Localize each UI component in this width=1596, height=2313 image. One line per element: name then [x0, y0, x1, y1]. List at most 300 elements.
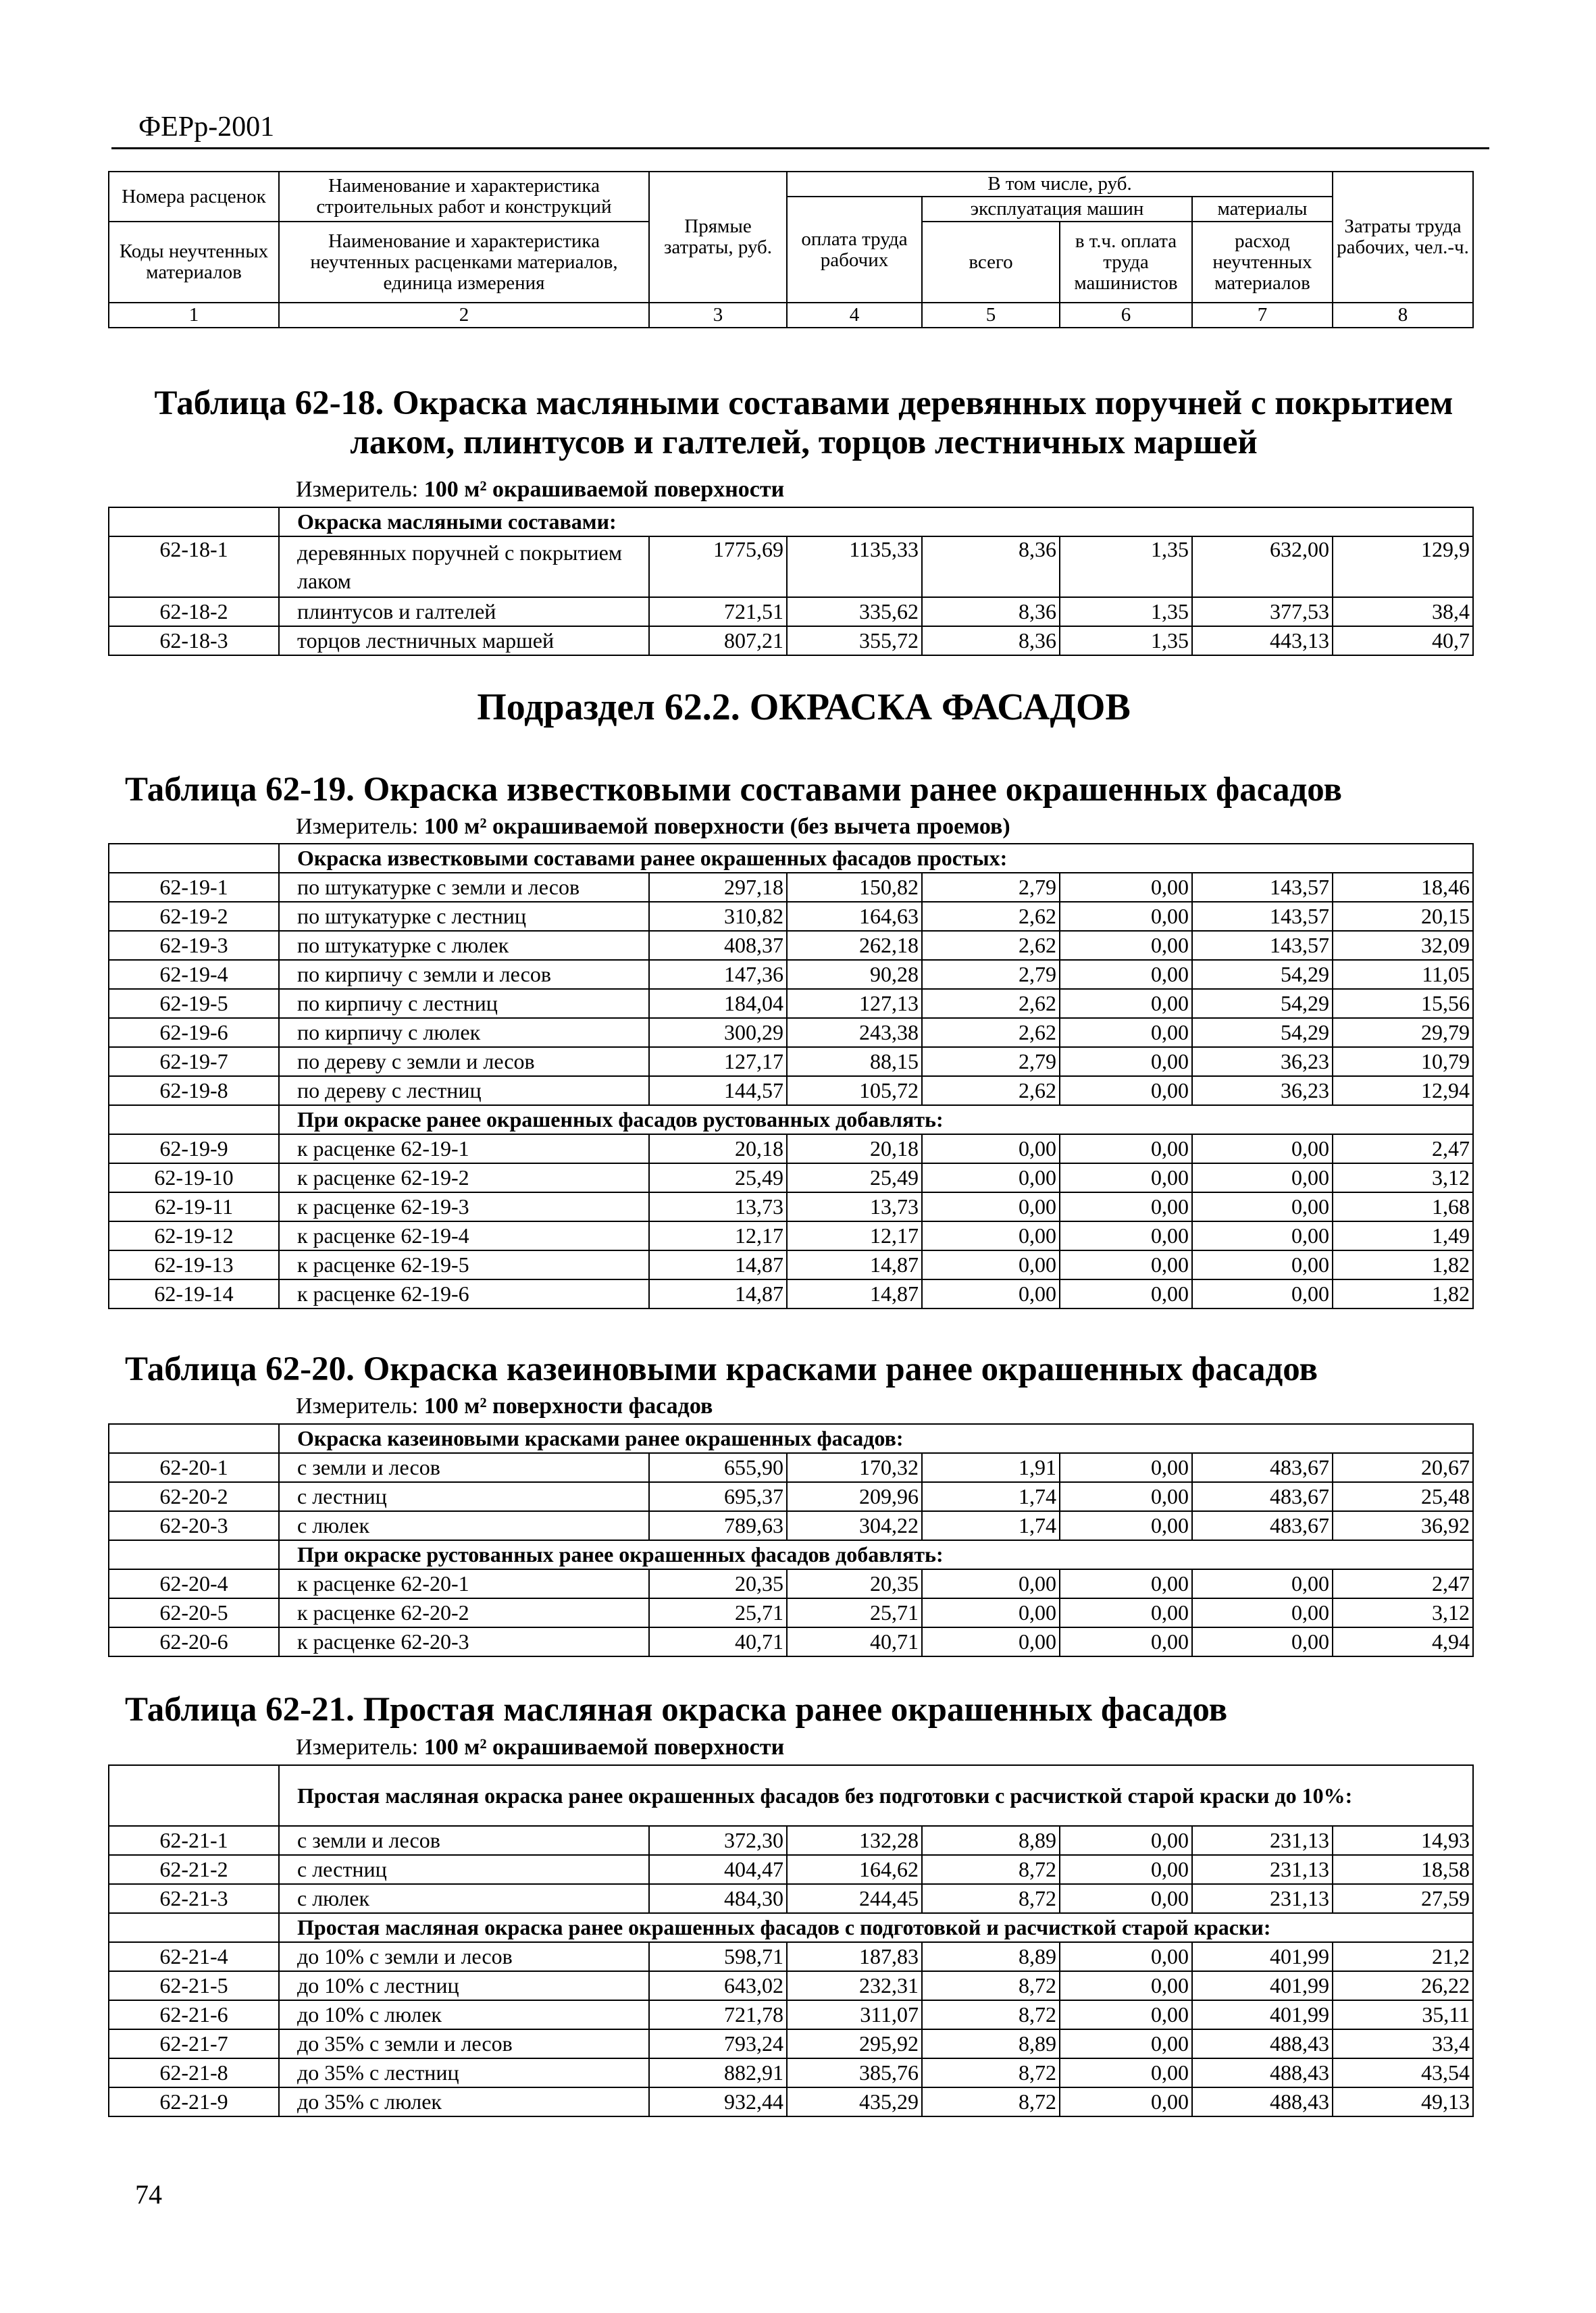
group-heading: Окраска известковыми составами ранее окрашенных фасадов простых:	[279, 844, 1473, 873]
value-cell: 0,00	[1060, 902, 1192, 931]
rate-code: 62-20-3	[109, 1511, 279, 1540]
work-name: к расценке 62-20-3	[279, 1627, 649, 1656]
value-cell: 184,04	[649, 989, 787, 1018]
table-row	[109, 1598, 1473, 1627]
value-cell: 372,30	[649, 1826, 787, 1855]
group-code-cell	[109, 1765, 279, 1826]
table-row	[109, 1018, 1473, 1047]
work-name: с земли и лесов	[279, 1453, 649, 1482]
value-cell: 435,29	[787, 2087, 922, 2116]
work-name: по кирпичу с земли и лесов	[279, 960, 649, 989]
col-number: 8	[1333, 303, 1473, 328]
value-cell: 25,49	[649, 1163, 787, 1192]
value-cell: 54,29	[1192, 960, 1333, 989]
work-name: до 10% с люлек	[279, 2000, 649, 2029]
value-cell: 297,18	[649, 873, 787, 902]
measure-value: 100 м² окрашиваемой поверхности (без вычета проемов)	[423, 814, 1010, 839]
group-code-cell	[109, 1424, 279, 1453]
group-row	[109, 1765, 1473, 1826]
value-cell: 598,71	[649, 1942, 787, 1971]
value-cell: 49,13	[1333, 2087, 1473, 2116]
value-cell: 43,54	[1333, 2058, 1473, 2087]
rate-code: 62-18-3	[109, 626, 279, 655]
col-code-header: Номера расценок	[109, 172, 279, 222]
table-row	[109, 1453, 1473, 1482]
table-row	[109, 2000, 1473, 2029]
value-cell: 2,47	[1333, 1134, 1473, 1163]
value-cell: 655,90	[649, 1453, 787, 1482]
value-cell: 170,32	[787, 1453, 922, 1482]
work-name: по кирпичу с люлек	[279, 1018, 649, 1047]
col-mach-total-header: всего	[922, 222, 1060, 303]
value-cell: 20,18	[787, 1134, 922, 1163]
value-cell: 12,17	[787, 1221, 922, 1250]
rate-code: 62-19-5	[109, 989, 279, 1018]
value-cell: 0,00	[1192, 1221, 1333, 1250]
work-name: с люлек	[279, 1884, 649, 1913]
value-cell: 8,36	[922, 597, 1060, 626]
value-cell: 54,29	[1192, 989, 1333, 1018]
value-cell: 11,05	[1333, 960, 1473, 989]
value-cell: 150,82	[787, 873, 922, 902]
value-cell: 0,00	[922, 1163, 1060, 1192]
value-cell: 401,99	[1192, 1942, 1333, 1971]
col-materials-header: материалы	[1192, 197, 1333, 222]
value-cell: 385,76	[787, 2058, 922, 2087]
value-cell: 408,37	[649, 931, 787, 960]
value-cell: 187,83	[787, 1942, 922, 1971]
value-cell: 0,00	[922, 1569, 1060, 1598]
value-cell: 443,13	[1192, 626, 1333, 655]
rate-code: 62-21-2	[109, 1855, 279, 1884]
table-62-18-measure	[296, 477, 784, 503]
value-cell: 2,62	[922, 1076, 1060, 1105]
value-cell: 132,28	[787, 1826, 922, 1855]
table-row	[109, 1279, 1473, 1308]
col-labor-header: Затраты труда рабочих, чел.-ч.	[1333, 172, 1473, 303]
value-cell: 1,35	[1060, 536, 1192, 597]
value-cell: 8,72	[922, 2000, 1060, 2029]
work-name: к расценке 62-19-3	[279, 1192, 649, 1221]
value-cell: 147,36	[649, 960, 787, 989]
value-cell: 15,56	[1333, 989, 1473, 1018]
value-cell: 1135,33	[787, 536, 922, 597]
group-heading: При окраске ранее окрашенных фасадов рустованных добавлять:	[279, 1105, 1473, 1134]
value-cell: 721,51	[649, 597, 787, 626]
value-cell: 244,45	[787, 1884, 922, 1913]
value-cell: 54,29	[1192, 1018, 1333, 1047]
group-row	[109, 1424, 1473, 1453]
value-cell: 643,02	[649, 1971, 787, 2000]
group-code-cell	[109, 1105, 279, 1134]
value-cell: 793,24	[649, 2029, 787, 2058]
value-cell: 209,96	[787, 1482, 922, 1511]
group-row	[109, 1540, 1473, 1569]
value-cell: 0,00	[1060, 931, 1192, 960]
col-number: 2	[279, 303, 649, 328]
value-cell: 20,35	[787, 1569, 922, 1598]
value-cell: 36,23	[1192, 1047, 1333, 1076]
table-62-18	[108, 507, 1474, 656]
col-number: 1	[109, 303, 279, 328]
value-cell: 127,13	[787, 989, 922, 1018]
value-cell: 8,89	[922, 2029, 1060, 2058]
value-cell: 0,00	[922, 1221, 1060, 1250]
value-cell: 0,00	[1060, 1453, 1192, 1482]
value-cell: 14,87	[787, 1250, 922, 1279]
work-name: по штукатурке с люлек	[279, 931, 649, 960]
table-row	[109, 1250, 1473, 1279]
col-direct-header: Прямые затраты, руб.	[649, 172, 787, 303]
work-name: с лестниц	[279, 1482, 649, 1511]
value-cell: 484,30	[649, 1884, 787, 1913]
table-row	[109, 873, 1473, 902]
value-cell: 0,00	[1060, 1855, 1192, 1884]
group-code-cell	[109, 507, 279, 536]
rate-code: 62-21-5	[109, 1971, 279, 2000]
value-cell: 88,15	[787, 1047, 922, 1076]
value-cell: 3,12	[1333, 1598, 1473, 1627]
rate-code: 62-19-8	[109, 1076, 279, 1105]
value-cell: 1,68	[1333, 1192, 1473, 1221]
value-cell: 13,73	[787, 1192, 922, 1221]
rate-code: 62-21-1	[109, 1826, 279, 1855]
col-labor-pay-header: оплата труда рабочих	[787, 197, 922, 303]
value-cell: 105,72	[787, 1076, 922, 1105]
value-cell: 932,44	[649, 2087, 787, 2116]
rate-code: 62-19-3	[109, 931, 279, 960]
rate-code: 62-18-1	[109, 536, 279, 597]
value-cell: 0,00	[1192, 1192, 1333, 1221]
group-code-cell	[109, 1913, 279, 1942]
value-cell: 311,07	[787, 2000, 922, 2029]
table-62-20-measure	[296, 1394, 713, 1419]
value-cell: 231,13	[1192, 1884, 1333, 1913]
measure-label: Измеритель:	[296, 814, 419, 839]
rate-code: 62-19-1	[109, 873, 279, 902]
value-cell: 10,79	[1333, 1047, 1473, 1076]
rate-code: 62-19-10	[109, 1163, 279, 1192]
group-code-cell	[109, 844, 279, 873]
value-cell: 1,35	[1060, 626, 1192, 655]
value-cell: 0,00	[1060, 1047, 1192, 1076]
table-row	[109, 1511, 1473, 1540]
group-heading: При окраске рустованных ранее окрашенных фасадов добавлять:	[279, 1540, 1473, 1569]
value-cell: 27,59	[1333, 1884, 1473, 1913]
col-incl-header: В том числе, руб.	[787, 172, 1333, 197]
value-cell: 0,00	[1192, 1134, 1333, 1163]
group-row	[109, 844, 1473, 873]
value-cell: 36,23	[1192, 1076, 1333, 1105]
value-cell: 25,49	[787, 1163, 922, 1192]
value-cell: 40,7	[1333, 626, 1473, 655]
value-cell: 0,00	[1192, 1627, 1333, 1656]
value-cell: 8,72	[922, 2087, 1060, 2116]
value-cell: 0,00	[1060, 1221, 1192, 1250]
col-number: 3	[649, 303, 787, 328]
value-cell: 35,11	[1333, 2000, 1473, 2029]
value-cell: 488,43	[1192, 2029, 1333, 2058]
rate-code: 62-20-5	[109, 1598, 279, 1627]
value-cell: 0,00	[1060, 1018, 1192, 1047]
rate-code: 62-21-9	[109, 2087, 279, 2116]
group-heading: Простая масляная окраска ранее окрашенных фасадов с подготовкой и расчисткой старой краски:	[279, 1913, 1473, 1942]
column-header-table	[108, 171, 1474, 328]
value-cell: 143,57	[1192, 873, 1333, 902]
value-cell: 807,21	[649, 626, 787, 655]
value-cell: 0,00	[1060, 1279, 1192, 1308]
work-name: к расценке 62-19-5	[279, 1250, 649, 1279]
value-cell: 20,67	[1333, 1453, 1473, 1482]
value-cell: 2,62	[922, 1018, 1060, 1047]
rate-code: 62-19-6	[109, 1018, 279, 1047]
rate-code: 62-20-6	[109, 1627, 279, 1656]
value-cell: 232,31	[787, 1971, 922, 2000]
value-cell: 231,13	[1192, 1855, 1333, 1884]
value-cell: 8,36	[922, 626, 1060, 655]
table-row	[109, 960, 1473, 989]
value-cell: 14,87	[787, 1279, 922, 1308]
value-cell: 0,00	[922, 1134, 1060, 1163]
work-name: торцов лестничных маршей	[279, 626, 649, 655]
value-cell: 310,82	[649, 902, 787, 931]
measure-label: Измеритель:	[296, 1394, 419, 1419]
value-cell: 40,71	[649, 1627, 787, 1656]
value-cell: 8,89	[922, 1826, 1060, 1855]
value-cell: 488,43	[1192, 2058, 1333, 2087]
work-name: к расценке 62-19-4	[279, 1221, 649, 1250]
work-name: к расценке 62-20-2	[279, 1598, 649, 1627]
work-name: по штукатурке с земли и лесов	[279, 873, 649, 902]
value-cell: 0,00	[1060, 1482, 1192, 1511]
value-cell: 3,12	[1333, 1163, 1473, 1192]
value-cell: 0,00	[922, 1250, 1060, 1279]
value-cell: 25,71	[787, 1598, 922, 1627]
group-heading: Окраска казеиновыми красками ранее окрашенных фасадов:	[279, 1424, 1473, 1453]
value-cell: 0,00	[1060, 989, 1192, 1018]
value-cell: 231,13	[1192, 1826, 1333, 1855]
value-cell: 0,00	[1060, 1942, 1192, 1971]
table-row	[109, 989, 1473, 1018]
value-cell: 144,57	[649, 1076, 787, 1105]
value-cell: 789,63	[649, 1511, 787, 1540]
value-cell: 0,00	[1060, 2000, 1192, 2029]
value-cell: 20,18	[649, 1134, 787, 1163]
value-cell: 404,47	[649, 1855, 787, 1884]
rate-code: 62-20-1	[109, 1453, 279, 1482]
table-row	[109, 1221, 1473, 1250]
measure-value: 100 м² окрашиваемой поверхности	[423, 1735, 785, 1760]
table-row	[109, 1163, 1473, 1192]
page-number: 74	[135, 2179, 162, 2210]
rate-code: 62-19-4	[109, 960, 279, 989]
value-cell: 0,00	[922, 1598, 1060, 1627]
measure-label: Измеритель:	[296, 477, 419, 502]
value-cell: 36,92	[1333, 1511, 1473, 1540]
col-number: 5	[922, 303, 1060, 328]
table-row	[109, 1192, 1473, 1221]
table-row	[109, 931, 1473, 960]
table-row	[109, 1047, 1473, 1076]
work-name: до 35% с люлек	[279, 2087, 649, 2116]
value-cell: 25,48	[1333, 1482, 1473, 1511]
value-cell: 14,93	[1333, 1826, 1473, 1855]
work-name: по дереву с лестниц	[279, 1076, 649, 1105]
value-cell: 18,58	[1333, 1855, 1473, 1884]
value-cell: 721,78	[649, 2000, 787, 2029]
value-cell: 0,00	[1060, 1569, 1192, 1598]
col-machines-header: эксплуатация машин	[922, 197, 1192, 222]
value-cell: 29,79	[1333, 1018, 1473, 1047]
value-cell: 0,00	[1192, 1163, 1333, 1192]
col-mat-use-header: расход неучтенных материалов	[1192, 222, 1333, 303]
value-cell: 0,00	[1060, 873, 1192, 902]
value-cell: 1,82	[1333, 1279, 1473, 1308]
value-cell: 483,67	[1192, 1453, 1333, 1482]
value-cell: 335,62	[787, 597, 922, 626]
table-62-18-title: Таблица 62-18. Окраска масляными составами деревянных поручней с покрытием лаком, плинтусов и галтелей, торцов лестничных маршей	[154, 384, 1453, 461]
rate-code: 62-19-12	[109, 1221, 279, 1250]
rate-code: 62-19-9	[109, 1134, 279, 1163]
rate-code: 62-21-4	[109, 1942, 279, 1971]
work-name: по кирпичу с лестниц	[279, 989, 649, 1018]
value-cell: 8,36	[922, 536, 1060, 597]
value-cell: 2,47	[1333, 1569, 1473, 1598]
value-cell: 243,38	[787, 1018, 922, 1047]
running-header	[111, 107, 1489, 149]
table-62-19	[108, 843, 1474, 1309]
table-62-19-measure	[296, 814, 1010, 840]
work-name: к расценке 62-19-1	[279, 1134, 649, 1163]
work-name: деревянных поручней с покрытием лаком	[279, 536, 649, 597]
value-cell: 2,79	[922, 960, 1060, 989]
work-name: по штукатурке с лестниц	[279, 902, 649, 931]
value-cell: 0,00	[1192, 1569, 1333, 1598]
col-code2-header: Коды неучтенных материалов	[109, 222, 279, 303]
col-mach-labor-header: в т.ч. оплата труда машинистов	[1060, 222, 1192, 303]
value-cell: 2,79	[922, 873, 1060, 902]
value-cell: 26,22	[1333, 1971, 1473, 2000]
work-name: до 35% с лестниц	[279, 2058, 649, 2087]
rate-code: 62-18-2	[109, 597, 279, 626]
value-cell: 0,00	[1060, 960, 1192, 989]
value-cell: 0,00	[1060, 1598, 1192, 1627]
col-name-header: Наименование и характеристика строительных работ и конструкций	[279, 172, 649, 222]
work-name: с лестниц	[279, 1855, 649, 1884]
table-row	[109, 2029, 1473, 2058]
group-heading: Окраска масляными составами:	[279, 507, 1473, 536]
value-cell: 0,00	[1192, 1598, 1333, 1627]
table-row	[109, 1855, 1473, 1884]
value-cell: 8,72	[922, 1971, 1060, 2000]
table-row	[109, 1971, 1473, 2000]
table-row	[109, 1482, 1473, 1511]
value-cell: 488,43	[1192, 2087, 1333, 2116]
value-cell: 0,00	[1060, 1163, 1192, 1192]
work-name: с земли и лесов	[279, 1826, 649, 1855]
group-row	[109, 1105, 1473, 1134]
value-cell: 164,63	[787, 902, 922, 931]
value-cell: 0,00	[1060, 1884, 1192, 1913]
value-cell: 0,00	[1192, 1279, 1333, 1308]
value-cell: 355,72	[787, 626, 922, 655]
value-cell: 0,00	[1060, 1627, 1192, 1656]
table-row	[109, 1942, 1473, 1971]
value-cell: 8,72	[922, 2058, 1060, 2087]
table-row	[109, 2087, 1473, 2116]
value-cell: 127,17	[649, 1047, 787, 1076]
rate-code: 62-21-8	[109, 2058, 279, 2087]
value-cell: 1,35	[1060, 597, 1192, 626]
table-row	[109, 1884, 1473, 1913]
rate-code: 62-19-11	[109, 1192, 279, 1221]
table-62-21-title: Таблица 62-21. Простая масляная окраска ранее окрашенных фасадов	[125, 1691, 1228, 1729]
value-cell: 0,00	[1060, 1971, 1192, 2000]
value-cell: 33,4	[1333, 2029, 1473, 2058]
value-cell: 0,00	[1060, 1826, 1192, 1855]
subsection-title: Подраздел 62.2. ОКРАСКА ФАСАДОВ	[477, 686, 1131, 728]
value-cell: 0,00	[1060, 2058, 1192, 2087]
column-numbers-row	[109, 303, 1473, 328]
value-cell: 0,00	[1192, 1250, 1333, 1279]
rate-code: 62-21-6	[109, 2000, 279, 2029]
value-cell: 1,74	[922, 1511, 1060, 1540]
value-cell: 0,00	[1060, 1134, 1192, 1163]
measure-value: 100 м² окрашиваемой поверхности	[423, 477, 785, 502]
value-cell: 483,67	[1192, 1511, 1333, 1540]
group-row	[109, 507, 1473, 536]
col-number: 7	[1192, 303, 1333, 328]
value-cell: 32,09	[1333, 931, 1473, 960]
value-cell: 143,57	[1192, 902, 1333, 931]
table-row	[109, 1134, 1473, 1163]
group-heading: Простая масляная окраска ранее окрашенных фасадов без подготовки с расчисткой старой краски до 10%:	[279, 1765, 1473, 1826]
group-row	[109, 1913, 1473, 1942]
value-cell: 129,9	[1333, 536, 1473, 597]
value-cell: 0,00	[1060, 1511, 1192, 1540]
value-cell: 2,79	[922, 1047, 1060, 1076]
value-cell: 632,00	[1192, 536, 1333, 597]
value-cell: 0,00	[1060, 2029, 1192, 2058]
rate-code: 62-19-13	[109, 1250, 279, 1279]
value-cell: 90,28	[787, 960, 922, 989]
value-cell: 20,15	[1333, 902, 1473, 931]
value-cell: 0,00	[922, 1192, 1060, 1221]
value-cell: 25,71	[649, 1598, 787, 1627]
table-62-19-title: Таблица 62-19. Окраска известковыми составами ранее окрашенных фасадов	[125, 771, 1343, 809]
value-cell: 0,00	[1060, 1192, 1192, 1221]
table-row	[109, 536, 1473, 597]
value-cell: 164,62	[787, 1855, 922, 1884]
value-cell: 0,00	[922, 1627, 1060, 1656]
rate-code: 62-19-2	[109, 902, 279, 931]
value-cell: 18,46	[1333, 873, 1473, 902]
value-cell: 0,00	[1060, 2087, 1192, 2116]
work-name: с люлек	[279, 1511, 649, 1540]
rate-code: 62-20-4	[109, 1569, 279, 1598]
rate-code: 62-19-7	[109, 1047, 279, 1076]
value-cell: 143,57	[1192, 931, 1333, 960]
table-row	[109, 626, 1473, 655]
table-row	[109, 2058, 1473, 2087]
value-cell: 0,00	[1060, 1076, 1192, 1105]
value-cell: 2,62	[922, 902, 1060, 931]
value-cell: 262,18	[787, 931, 922, 960]
value-cell: 40,71	[787, 1627, 922, 1656]
value-cell: 12,17	[649, 1221, 787, 1250]
value-cell: 401,99	[1192, 2000, 1333, 2029]
rate-code: 62-19-14	[109, 1279, 279, 1308]
